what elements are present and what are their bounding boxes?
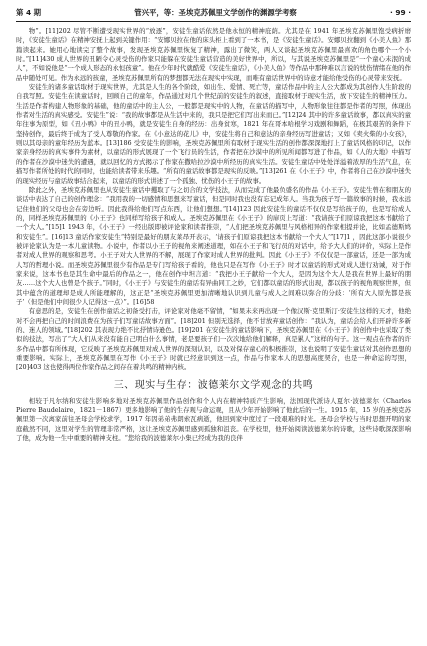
running-title: 管兴平，等：圣埃克苏佩里文学创作的渊源学考察 <box>134 7 297 17</box>
article-body <box>16 27 411 642</box>
section-heading: 三、现实与生存：波德莱尔文学观念的共鸣 <box>113 379 314 391</box>
paragraph-5: 相较于凡尔纳和安徒生影响多地对圣埃克苏佩里作品创作和个人内在精神特质产生影响，法国现代派诗人夏尔·波德莱尔（Charles Pierre Baudelaire，1821－1867）更多地影响了他的生存观与命运观，且从少年开始影响了他此后的一生。1915 年，15 岁的圣埃克苏佩里第一次离家前往圣母会学校求学，1917 年因弟弟弗朗索瓦病逝，他回到家中度过了一段艰难的时光。圣母会学校与当时思想开明的家庭截然不同，这里对学生的管理非常严格，这让圣埃克苏佩里感到孤独和沮丧。在学校里，他开始阅读波德莱尔的诗歌，这些诗歌深深影响了他，成为他一生中重要的精神支柱。“您给我的波德莱尔小集已经成为我的良伴 <box>16 396 411 443</box>
paragraph-2: 安徒生的诸多童话取材于现实世界，尤其是人生的各个阶段，如出生、爱情、死亡等，童话作品中的主人公大都成为其创作人生阶段的自我写照。安徒生在读童话时，回顾自己的童年，作品通过对几个世纪前的安徒生的叙述，直接取材于现实生活，放下安徒生的精神压力。生活是作者构建人物形象的基础，他的童话中的主人公，一般都是现实中的人物，在童话的描写中，人物形象往往都是作者的写照，体现出作者对生活的真实感受。安徒生”说：“我的故事都是从生活中来的，我只是把它们写出来而已。”[12]24 其中的许多童话故事，都以真实的童年往事为原型，如《丑小鸭》中的丑小鸭，就是安徒生自身的经历：出身贫寒，1821 年在哥本哈根学习戏剧和舞蹈，在极其艰苦的条件下坚持创作，最后终于成为了受人尊敬的作家。在《小意达的花儿》中，安徒生将自己和意达的亲身经历写进童话；又如《卖火柴的小女孩》，则以其母亲的童年经历为蓝本。[13]186 受安徒生的影响，圣埃克苏佩里所有取材于现实生活的创作都深深地打上了童话风格的印记，以作家亲身经历的真实事件为素材，以童话的形式展现了一个飞行员的生活，作者把在沙漠中的所见所闻都写进了作品，如《人的大地》中描写的作者在沙漠中迷失的遭遇，就以回忆的方式揭示了作家在撒哈拉沙漠中所经历的真实生活。安徒生童话中处处洋溢着浓厚的生活气息，在描写作者所处的时代的同时，也能给读者带来乐趣。“所有的童话故事都是现实的反映。”[13]261 在《小王子》中，作者将自己在沙漠中迷失的现实经历与童话故事结合起来，以童话的形式讲述了一个孤独、忧伤的小王子的故事。 <box>16 83 411 185</box>
running-head <box>16 5 411 19</box>
paragraph-3: 除此之外，圣埃克苏佩里也从安徒生童话中攫取了与之切合的文学技法，从而完成了他最负盛名的作品《小王子》。安徒生曾在和朋友的谈话中表达了自己的创作理念：“我用我的一切感情和思想来写童话，但是同时我也没有忘记成年人。当我为孩子写一篇故事的时候，我永远记住他们的父母也会在旁边听。因此我得给他们写点东西，让他们想想。”[14]123 因此安徒生的童话不仅仅是写给孩子的，也是写给成人的，同样圣埃克苏佩里的《小王子》也同样写给孩子和成人。圣埃克苏佩里在《小王子》的扉页上写道：“我请孩子们原谅我把这本书献给了一个大人。”[15]1 1943 年，《小王子》一经出版即被评论家和读者推崇，“人们把圣埃克苏佩里与风格相异的作家相提并论，比如孟德斯鸠和安徒生”。[16]13 童话作家安徒生“特别是最好的朋友莱昂开表示，‘请孩子们原谅我把这本书献给一个大人’”[17]1 ，因此这部小说很少被评论家认为是一本儿童读物。小说中，作者以小王子的视角来阐述道理，如在小王子和飞行员的对话中，给予大人们的评价，实际上是作者对成人世界的观察和思考。小王子对大人世界的不解，展现了作家对成人世界的批判。因此《小王子》不仅仅是一部童话，还是一部为成人写的哲理小说。而圣埃克苏佩里很少有作品是专门写给孩子看的，他也只是在写作《小王子》时才以童话的形式对成人进行劝诫，对于作家来说，这本书也是其生命中最后的作品之一，他在创作中坦言道：“我把小王子献给一个大人，是因为这个大人是我在世界上最好的朋友……这个大人也曾是个孩子。”同时，《小王子》与安徒生的童话有异曲同工之妙，它们都以童话的形式出现，都以孩子的视角观察世界，但其中蕴含的道理却是成人所能理解的，这正是“圣埃克苏佩里更加清晰地认识到儿童与成人之间难以弥合的分歧：‘所有大人原先都是孩子’（但是他们中间很少人记得这一点）”。[16]58 <box>16 185 411 306</box>
header-rule <box>16 21 411 22</box>
paragraph-4: 有意思的是，安徒生在创作童话之初备受打击，评论家对他毫不留情，“如果未来再出现一个像汉斯·克里斯汀·安徒生这样的天才，他绝对不会再把自己的时间浪费在为孩子们写童话故事方面”。[18]201 但别无选择，他不甘放弃童话创作：“我认为，童话会给人们开辟许多新的、迷人的领域。”[18]202 其表现力绝不比抒情诗逊色。[19]201 在安徒生的童话影响下，圣埃克苏佩里在《小王子》的创作中也采取了类似的技法，写出了“大人们从来没有能自己明白什么事情，老是要孩子们一次次地给他们解释，真是累人”这样的句子。这一观点在作者的许多作品中都有所体现，它反映了圣埃克苏佩里对成人世界的深刻认识，以及对保存童心的积极推崇，这也说明了安徒生童话对其创作思想的重要影响。实际上，圣埃克苏佩里在写作《小王子》时就已经意识到这一点，作品与作家本人的思想高度契合，也是一种命运的写照，[20]403 这也使得两位作家作品之间存在着共鸣的精神内核。 <box>16 307 411 372</box>
page-number: · 99 · <box>389 7 411 17</box>
paragraph-1: 物”。[11]202 尽管不断遭受现实世界的“放逐”，安徒生童话依然是他永恒的精神庇荫。尤其是在 1941 年圣埃克苏佩里饱受病折磨时，《安徒生童话》在精神安抚上起到关键作用：“安娜贝拉在他的床头柜上看到了一本书，是《安徒生童话》。安娜贝拉翻到《小美人鱼》那篇读起来。她用心地读完了整个故事，发现圣埃克苏佩里恢复了精神，露出了微笑，两人又谈起圣埃克苏佩里最喜欢的角色哪个一个小时。”[11]430 成人世界的丑陋令心灵受伤的作家只能躲在安徒生童话营造的美好世界中，所以，与其说圣埃克苏佩里是“一个童心未泯的成人”，不如说他是“一个成人形态的永恒孩童”。他在少年时代就酷爱《安徒生童话》，《小美人鱼》等作品中那种难以言说的忧伤情绪在他的作品中随处可见。作为永远的孩童，圣埃克苏佩里所有的梦想都无法在现实中实现，而唯有童话世界中的诗意才能给他受伤的心灵带来安抚。 <box>16 27 411 82</box>
issue-number: 第 4 期 <box>16 7 42 17</box>
